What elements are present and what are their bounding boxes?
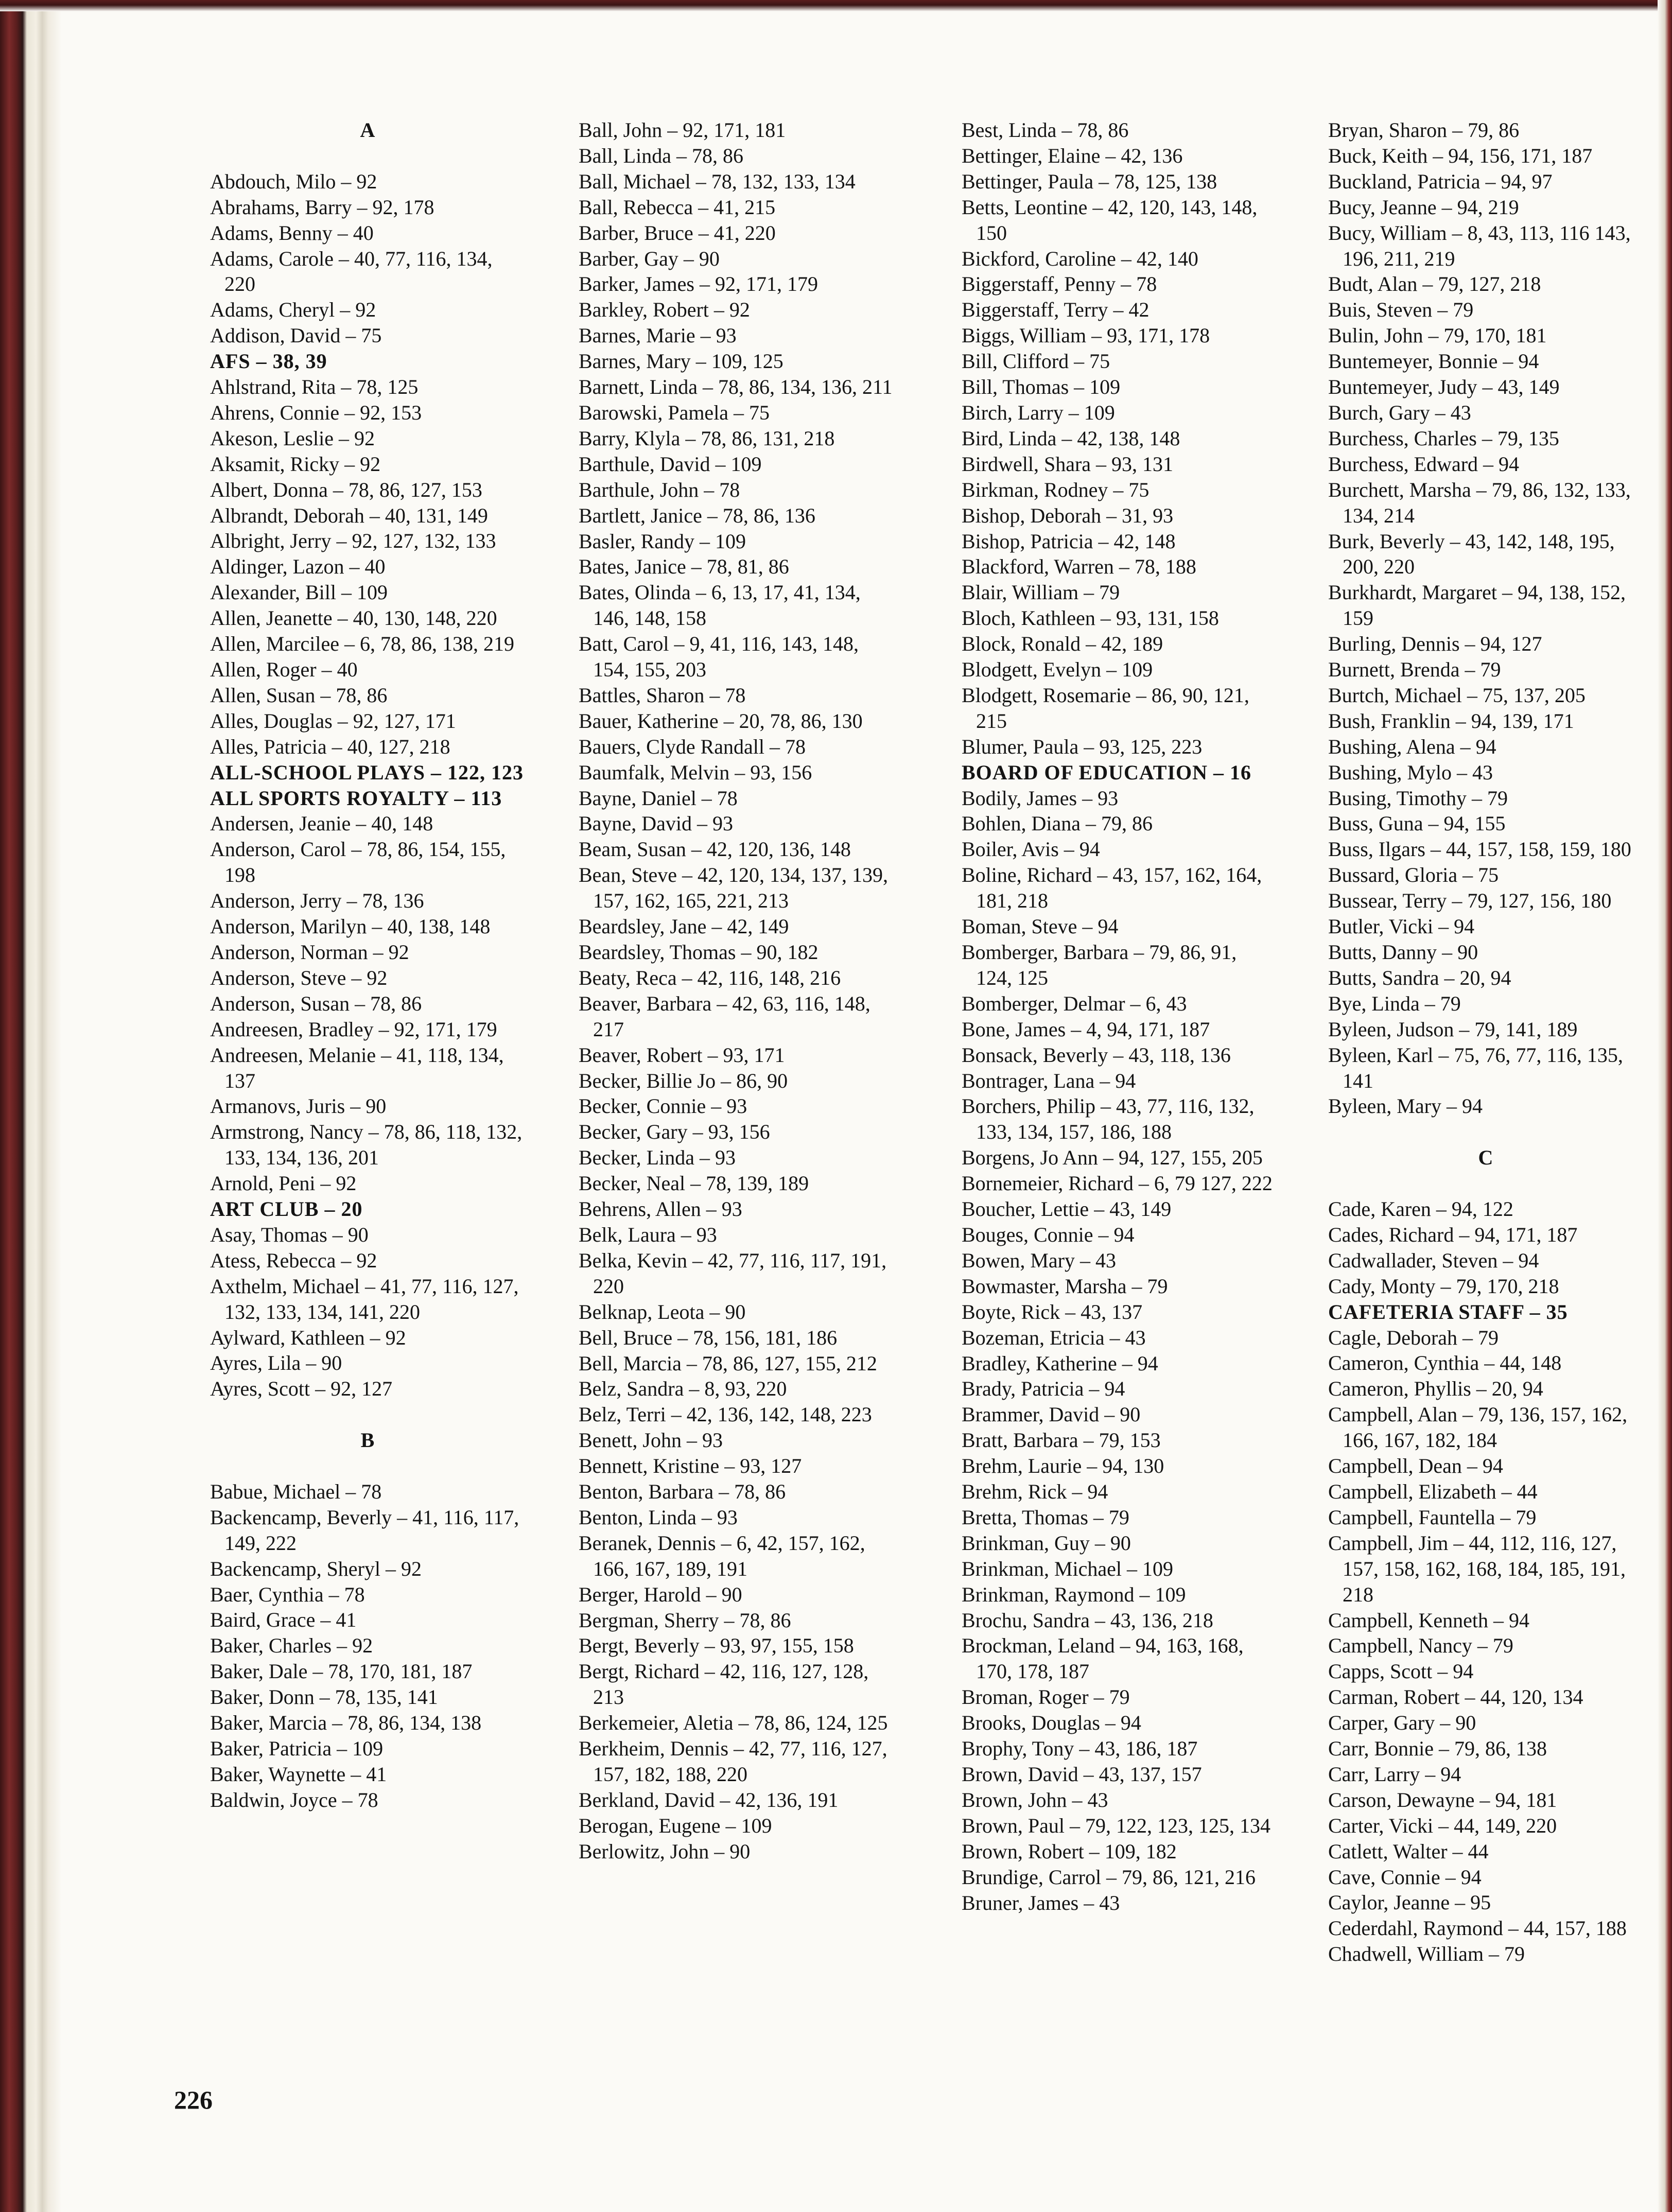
index-entry: Bauer, Katherine – 20, 78, 86, 130	[579, 709, 863, 733]
index-entry: Arnold, Peni – 92	[210, 1172, 357, 1195]
index-entry: Bratt, Barbara – 79, 153	[962, 1429, 1161, 1452]
index-entry: Axthelm, Michael – 41, 77, 116, 127, 132, 133, 134, 141, 220	[210, 1274, 519, 1323]
index-entry: Brochu, Sandra – 43, 136, 218	[962, 1608, 1213, 1632]
index-column-1	[210, 117, 525, 1813]
index-entry: Brundige, Carrol – 79, 86, 121, 216	[962, 1865, 1256, 1889]
index-entry: Bryan, Sharon – 79, 86	[1328, 118, 1520, 142]
index-entry: Busing, Timothy – 79	[1328, 786, 1508, 810]
index-entry: Ahlstrand, Rita – 78, 125	[210, 375, 419, 399]
index-entry: Brehm, Rick – 94	[962, 1480, 1108, 1504]
index-entry: Berogan, Eugene – 109	[579, 1814, 772, 1837]
index-entry: Bishop, Deborah – 31, 93	[962, 503, 1174, 527]
index-entry: Behrens, Allen – 93	[579, 1197, 742, 1221]
index-entry: Campbell, Fauntella – 79	[1328, 1505, 1537, 1529]
index-entry: Abdouch, Milo – 92	[210, 169, 377, 193]
index-entry: Blodgett, Evelyn – 109	[962, 658, 1153, 682]
index-entry: Brinkman, Raymond – 109	[962, 1582, 1186, 1606]
index-entry: Barry, Klyla – 78, 86, 131, 218	[579, 426, 835, 450]
index-entry: Basler, Randy – 109	[579, 529, 746, 553]
index-entry: Adams, Carole – 40, 77, 116, 134, 220	[210, 247, 493, 296]
index-entry: Anderson, Susan – 78, 86	[210, 991, 422, 1015]
index-entry: Aldinger, Lazon – 40	[210, 555, 386, 579]
index-entry: Brooks, Douglas – 94	[962, 1711, 1141, 1735]
index-entry: Alles, Douglas – 92, 127, 171	[210, 709, 456, 733]
index-entry: Andreesen, Bradley – 92, 171, 179	[210, 1017, 497, 1041]
index-entry: Bell, Marcia – 78, 86, 127, 155, 212	[579, 1351, 877, 1375]
index-entry: Bomberger, Barbara – 79, 86, 91, 124, 125	[962, 940, 1237, 989]
index-entry: Burkhardt, Margaret – 94, 138, 152, 159	[1328, 581, 1626, 630]
index-entry: Bucy, William – 8, 43, 113, 116 143, 196, 211, 219	[1328, 221, 1631, 270]
index-entry: Berger, Harold – 90	[579, 1582, 742, 1606]
index-entry: Bennett, Kristine – 93, 127	[579, 1454, 802, 1478]
spacer	[1328, 1119, 1643, 1145]
index-entry: Anderson, Jerry – 78, 136	[210, 889, 424, 913]
index-entry: Anderson, Steve – 92	[210, 966, 388, 989]
index-entry: Armstrong, Nancy – 78, 86, 118, 132, 133, 134, 136, 201	[210, 1120, 522, 1170]
index-entry: Campbell, Jim – 44, 112, 116, 127, 157, 158, 162, 168, 184, 185, 191, 218	[1328, 1531, 1626, 1606]
index-entry: Birkman, Rodney – 75	[962, 478, 1150, 501]
index-entry: Baird, Grace – 41	[210, 1608, 357, 1632]
index-column-3	[962, 117, 1277, 1915]
index-entry: Benton, Barbara – 78, 86	[579, 1480, 786, 1504]
index-entry: Becker, Billie Jo – 86, 90	[579, 1069, 788, 1092]
index-entry: Burnett, Brenda – 79	[1328, 658, 1501, 682]
index-entry: Belz, Terri – 42, 136, 142, 148, 223	[579, 1403, 872, 1426]
index-entry: Allen, Roger – 40	[210, 658, 358, 681]
index-entry: Beam, Susan – 42, 120, 136, 148	[579, 838, 851, 861]
index-entry: Beardsley, Jane – 42, 149	[579, 915, 789, 938]
index-entry: Bergt, Beverly – 93, 97, 155, 158	[579, 1634, 854, 1658]
index-entry: Bye, Linda – 79	[1328, 991, 1461, 1015]
index-entry: Bussard, Gloria – 75	[1328, 863, 1499, 887]
index-entry: Bauers, Clyde Randall – 78	[579, 735, 806, 758]
index-entry: Byleen, Mary – 94	[1328, 1094, 1483, 1118]
index-entry: Bone, James – 4, 94, 171, 187	[962, 1017, 1210, 1041]
index-entry: Backencamp, Sheryl – 92	[210, 1557, 422, 1580]
index-entry: Bouges, Connie – 94	[962, 1223, 1135, 1246]
index-entry: Bradley, Katherine – 94	[962, 1351, 1158, 1375]
index-entry: Barthule, John – 78	[579, 478, 740, 501]
index-entry: Buis, Steven – 79	[1328, 298, 1474, 322]
index-entry: Berlowitz, John – 90	[579, 1839, 751, 1863]
index-entry: Atess, Rebecca – 92	[210, 1248, 377, 1272]
index-entry: Burchess, Edward – 94	[1328, 452, 1520, 476]
index-entry: Anderson, Norman – 92	[210, 940, 409, 964]
index-entry: Best, Linda – 78, 86	[962, 118, 1129, 142]
index-entry: Belknap, Leota – 90	[579, 1300, 746, 1323]
index-entry: Becker, Neal – 78, 139, 189	[579, 1172, 809, 1195]
book-binding-left	[0, 0, 62, 2212]
index-section-entry: AFS – 38, 39	[210, 350, 327, 373]
index-entry: Ayres, Lila – 90	[210, 1351, 342, 1375]
index-entry: Baker, Charles – 92	[210, 1634, 373, 1658]
index-entry: Brammer, David – 90	[962, 1403, 1141, 1426]
index-entry: Bontrager, Lana – 94	[962, 1069, 1136, 1092]
index-entry: Byleen, Judson – 79, 141, 189	[1328, 1017, 1578, 1041]
index-entry: Beardsley, Thomas – 90, 182	[579, 940, 818, 964]
index-entry: Cederdahl, Raymond – 44, 157, 188	[1328, 1917, 1627, 1940]
index-entry: Bonsack, Beverly – 43, 118, 136	[962, 1043, 1231, 1067]
index-entry: Adams, Cheryl – 92	[210, 298, 376, 322]
index-entry: Brehm, Laurie – 94, 130	[962, 1454, 1164, 1478]
book-edge-right	[1658, 0, 1672, 2212]
index-entry: Aylward, Kathleen – 92	[210, 1326, 406, 1349]
index-entry: Alles, Patricia – 40, 127, 218	[210, 735, 450, 758]
index-entry: Baker, Donn – 78, 135, 141	[210, 1685, 438, 1709]
index-entry: Babue, Michael – 78	[210, 1479, 382, 1503]
index-entry: Ball, Michael – 78, 132, 133, 134	[579, 169, 856, 193]
index-entry: Biggerstaff, Terry – 42	[962, 298, 1150, 322]
index-entry: Albrandt, Deborah – 40, 131, 149	[210, 503, 488, 527]
index-entry: Barowski, Pamela – 75	[579, 400, 770, 424]
index-entry: Buntemeyer, Bonnie – 94	[1328, 350, 1539, 373]
index-entry: Bushing, Mylo – 43	[1328, 760, 1493, 784]
index-entry: Butts, Danny – 90	[1328, 940, 1478, 964]
index-entry: Barber, Bruce – 41, 220	[579, 221, 776, 245]
index-entry: Belk, Laura – 93	[579, 1223, 717, 1246]
index-entry: Bretta, Thomas – 79	[962, 1505, 1129, 1529]
index-section-entry: ART CLUB – 20	[210, 1197, 363, 1221]
index-entry: Beaty, Reca – 42, 116, 148, 216	[579, 966, 841, 989]
index-entry: Boucher, Lettie – 43, 149	[962, 1197, 1172, 1221]
index-entry: Baer, Cynthia – 78	[210, 1582, 365, 1606]
index-entry: Buckland, Patricia – 94, 97	[1328, 169, 1553, 193]
index-entry: Becker, Connie – 93	[579, 1094, 747, 1118]
index-entry: Bergt, Richard – 42, 116, 127, 128, 213	[579, 1660, 869, 1709]
index-section-entry: BOARD OF EDUCATION – 16	[962, 760, 1252, 784]
spacer	[1328, 1171, 1643, 1196]
index-entry: Campbell, Dean – 94	[1328, 1454, 1503, 1478]
index-entry: Beranek, Dennis – 6, 42, 157, 162, 166, 167, 189, 191	[579, 1531, 865, 1580]
index-entry: Asay, Thomas – 90	[210, 1223, 369, 1246]
index-entry: Boline, Richard – 43, 157, 162, 164, 181, 218	[962, 863, 1262, 913]
spacer	[210, 143, 525, 169]
index-entry: Ahrens, Connie – 92, 153	[210, 400, 422, 424]
index-entry: Carr, Larry – 94	[1328, 1762, 1461, 1786]
index-entry: Bill, Clifford – 75	[962, 350, 1110, 373]
index-entry: Budt, Alan – 79, 127, 218	[1328, 272, 1541, 296]
index-entry: Bettinger, Paula – 78, 125, 138	[962, 169, 1217, 193]
index-entry: Buck, Keith – 94, 156, 171, 187	[1328, 144, 1593, 167]
index-entry: Campbell, Alan – 79, 136, 157, 162, 166, 167, 182, 184	[1328, 1403, 1628, 1452]
index-entry: Buntemeyer, Judy – 43, 149	[1328, 375, 1560, 399]
index-entry: Cagle, Deborah – 79	[1328, 1326, 1499, 1349]
index-entry: Berkland, David – 42, 136, 191	[579, 1788, 839, 1812]
index-entry: Biggerstaff, Penny – 78	[962, 272, 1157, 296]
index-entry: Bomberger, Delmar – 6, 43	[962, 991, 1187, 1015]
index-entry: Cameron, Phyllis – 20, 94	[1328, 1377, 1543, 1401]
index-section-entry: ALL SPORTS ROYALTY – 113	[210, 786, 502, 810]
index-entry: Carr, Bonnie – 79, 86, 138	[1328, 1737, 1547, 1761]
index-entry: Anderson, Carol – 78, 86, 154, 155, 198	[210, 838, 506, 887]
page-number: 226	[174, 2085, 213, 2114]
index-entry: Cadwallader, Steven – 94	[1328, 1248, 1539, 1272]
section-letter-heading: C	[1478, 1146, 1493, 1170]
index-entry: Bodily, James – 93	[962, 786, 1119, 810]
index-entry: Bean, Steve – 42, 120, 134, 137, 139, 157, 162, 165, 221, 213	[579, 863, 889, 913]
index-entry: Ball, Rebecca – 41, 215	[579, 195, 776, 219]
index-entry: Bowmaster, Marsha – 79	[962, 1274, 1168, 1298]
index-entry: Campbell, Elizabeth – 44	[1328, 1479, 1538, 1503]
index-entry: Burling, Dennis – 94, 127	[1328, 632, 1542, 656]
index-entry: Boyte, Rick – 43, 137	[962, 1300, 1143, 1323]
index-section-entry: ALL-SCHOOL PLAYS – 122, 123	[210, 760, 524, 784]
index-entry: Carter, Vicki – 44, 149, 220	[1328, 1814, 1557, 1837]
index-entry: Brown, David – 43, 137, 157	[962, 1763, 1202, 1786]
index-entry: Becker, Linda – 93	[579, 1146, 736, 1170]
index-entry: Cades, Richard – 94, 171, 187	[1328, 1223, 1578, 1246]
index-entry: Bucy, Jeanne – 94, 219	[1328, 195, 1519, 219]
index-entry: Boiler, Avis – 94	[962, 838, 1100, 861]
index-entry: Anderson, Marilyn – 40, 138, 148	[210, 915, 491, 938]
index-entry: Beaver, Robert – 93, 171	[579, 1043, 785, 1067]
index-entry: Armanovs, Juris – 90	[210, 1094, 387, 1118]
index-entry: Bulin, John – 79, 170, 181	[1328, 324, 1547, 347]
index-entry: Bickford, Caroline – 42, 140	[962, 247, 1198, 270]
index-entry: Baumfalk, Melvin – 93, 156	[579, 760, 812, 784]
index-entry: Burchess, Charles – 79, 135	[1328, 426, 1559, 450]
index-entry: Byleen, Karl – 75, 76, 77, 116, 135, 141	[1328, 1043, 1623, 1092]
index-entry: Battles, Sharon – 78	[579, 683, 746, 707]
index-entry: Brown, John – 43	[962, 1788, 1108, 1812]
index-column-4	[1328, 117, 1643, 1967]
index-entry: Cade, Karen – 94, 122	[1328, 1197, 1513, 1221]
index-entry: Bartlett, Janice – 78, 86, 136	[579, 503, 815, 527]
index-entry: Bozeman, Etricia – 43	[962, 1326, 1146, 1349]
index-entry: Bettinger, Elaine – 42, 136	[962, 144, 1183, 167]
index-entry: Baker, Patricia – 109	[210, 1737, 384, 1761]
index-entry: Brady, Patricia – 94	[962, 1377, 1125, 1401]
index-entry: Bohlen, Diana – 79, 86	[962, 812, 1153, 835]
index-entry: Bell, Bruce – 78, 156, 181, 186	[579, 1326, 838, 1349]
index-entry: Block, Ronald – 42, 189	[962, 632, 1163, 656]
index-entry: Campbell, Kenneth – 94	[1328, 1608, 1530, 1632]
index-entry: Cady, Monty – 79, 170, 218	[1328, 1274, 1559, 1298]
index-entry: Becker, Gary – 93, 156	[579, 1120, 770, 1144]
index-entry: Caylor, Jeanne – 95	[1328, 1891, 1491, 1914]
index-entry: Borchers, Philip – 43, 77, 116, 132, 133, 134, 157, 186, 188	[962, 1094, 1255, 1144]
index-entry: Bishop, Patricia – 42, 148	[962, 529, 1176, 553]
section-letter-heading: B	[360, 1429, 375, 1452]
index-entry: Butts, Sandra – 20, 94	[1328, 966, 1511, 989]
index-entry: Barnes, Mary – 109, 125	[579, 350, 783, 373]
index-entry: Cave, Connie – 94	[1328, 1865, 1482, 1889]
index-entry: Aksamit, Ricky – 92	[210, 452, 381, 476]
index-entry: Belz, Sandra – 8, 93, 220	[579, 1377, 787, 1401]
index-entry: Bird, Linda – 42, 138, 148	[962, 426, 1180, 450]
index-column-2	[579, 117, 894, 1865]
index-entry: Bruner, James – 43	[962, 1891, 1120, 1914]
index-entry: Boman, Steve – 94	[962, 915, 1119, 938]
index-entry: Bayne, Daniel – 78	[579, 786, 738, 810]
index-entry: Bayne, David – 93	[579, 812, 733, 835]
index-entry: Ayres, Scott – 92, 127	[210, 1377, 393, 1401]
index-entry: Berkheim, Dennis – 42, 77, 116, 127, 157, 182, 188, 220	[579, 1737, 887, 1786]
index-entry: Bates, Olinda – 6, 13, 17, 41, 134, 146, 148, 158	[579, 581, 861, 630]
index-entry: Benton, Linda – 93	[579, 1505, 738, 1529]
section-letter-heading: A	[360, 118, 375, 142]
spacer	[210, 1402, 525, 1427]
index-entry: Albert, Donna – 78, 86, 127, 153	[210, 478, 482, 501]
index-entry: Buss, Guna – 94, 155	[1328, 812, 1506, 835]
index-entry: Akeson, Leslie – 92	[210, 426, 375, 450]
index-entry: Baker, Waynette – 41	[210, 1762, 387, 1786]
index-entry: Belka, Kevin – 42, 77, 116, 117, 191, 220	[579, 1248, 887, 1298]
index-entry: Barber, Gay – 90	[579, 247, 720, 270]
index-entry: Brinkman, Guy – 90	[962, 1531, 1131, 1555]
index-entry: Blair, William – 79	[962, 581, 1120, 604]
index-entry: Betts, Leontine – 42, 120, 143, 148, 150	[962, 195, 1258, 245]
index-entry: Buss, Ilgars – 44, 157, 158, 159, 180	[1328, 838, 1631, 861]
index-entry: Barnett, Linda – 78, 86, 134, 136, 211	[579, 375, 893, 399]
index-entry: Addison, David – 75	[210, 324, 382, 347]
index-entry: Ball, John – 92, 171, 181	[579, 118, 786, 142]
index-entry: Albright, Jerry – 92, 127, 132, 133	[210, 529, 496, 553]
index-entry: Blackford, Warren – 78, 188	[962, 555, 1196, 579]
index-entry: Berkemeier, Aletia – 78, 86, 124, 125	[579, 1711, 888, 1735]
index-entry: Beaver, Barbara – 42, 63, 116, 148, 217	[579, 991, 870, 1041]
index-entry: Cameron, Cynthia – 44, 148	[1328, 1351, 1562, 1375]
index-entry: Brown, Paul – 79, 122, 123, 125, 134	[962, 1814, 1270, 1837]
index-entry: Blodgett, Rosemarie – 86, 90, 121, 215	[962, 683, 1249, 733]
index-entry: Blumer, Paula – 93, 125, 223	[962, 735, 1203, 758]
index-entry: Adams, Benny – 40	[210, 221, 374, 245]
index-entry: Carman, Robert – 44, 120, 134	[1328, 1685, 1583, 1709]
index-entry: Butler, Vicki – 94	[1328, 915, 1475, 938]
index-entry: Allen, Marcilee – 6, 78, 86, 138, 219	[210, 632, 514, 656]
index-entry: Capps, Scott – 94	[1328, 1660, 1474, 1683]
index-entry: Borgens, Jo Ann – 94, 127, 155, 205	[962, 1146, 1263, 1170]
index-entry: Birdwell, Shara – 93, 131	[962, 452, 1174, 476]
index-entry: Bates, Janice – 78, 81, 86	[579, 555, 789, 579]
index-entry: Baldwin, Joyce – 78	[210, 1788, 378, 1812]
index-entry: Andreesen, Melanie – 41, 118, 134, 137	[210, 1043, 504, 1092]
index-entry: Bussear, Terry – 79, 127, 156, 180	[1328, 889, 1612, 913]
index-entry: Baker, Dale – 78, 170, 181, 187	[210, 1660, 473, 1683]
index-entry: Brinkman, Michael – 109	[962, 1557, 1174, 1580]
index-entry: Bornemeier, Richard – 6, 79 127, 222	[962, 1172, 1273, 1195]
index-entry: Burtch, Michael – 75, 137, 205	[1328, 683, 1586, 707]
book-edge-top	[0, 0, 1672, 11]
index-entry: Ball, Linda – 78, 86	[579, 144, 743, 167]
index-entry: Carper, Gary – 90	[1328, 1711, 1476, 1735]
index-entry: Burk, Beverly – 43, 142, 148, 195, 200, 220	[1328, 529, 1615, 579]
index-entry: Alexander, Bill – 109	[210, 581, 388, 604]
index-entry: Bergman, Sherry – 78, 86	[579, 1608, 791, 1632]
index-entry: Bill, Thomas – 109	[962, 375, 1121, 399]
index-entry: Campbell, Nancy – 79	[1328, 1634, 1513, 1658]
index-entry: Birch, Larry – 109	[962, 400, 1115, 424]
index-entry: Broman, Roger – 79	[962, 1685, 1130, 1709]
index-entry: Chadwell, William – 79	[1328, 1942, 1525, 1966]
index-entry: Backencamp, Beverly – 41, 116, 117, 149, 222	[210, 1505, 519, 1555]
index-entry: Catlett, Walter – 44	[1328, 1839, 1489, 1863]
index-entry: Bloch, Kathleen – 93, 131, 158	[962, 606, 1219, 630]
index-entry: Bowen, Mary – 43	[962, 1248, 1116, 1272]
index-entry: Bushing, Alena – 94	[1328, 735, 1496, 758]
index-entry: Barker, James – 92, 171, 179	[579, 272, 818, 296]
index-entry: Barkley, Robert – 92	[579, 298, 750, 322]
index-entry: Biggs, William – 93, 171, 178	[962, 324, 1210, 347]
index-entry: Brown, Robert – 109, 182	[962, 1839, 1177, 1863]
index-entry: Brockman, Leland – 94, 163, 168, 170, 178, 187	[962, 1634, 1244, 1683]
index-entry: Barnes, Marie – 93	[579, 324, 737, 347]
index-entry: Burchett, Marsha – 79, 86, 132, 133, 134, 214	[1328, 478, 1631, 527]
index-entry: Andersen, Jeanie – 40, 148	[210, 812, 433, 835]
index-entry: Burch, Gary – 43	[1328, 400, 1471, 424]
index-entry: Allen, Jeanette – 40, 130, 148, 220	[210, 606, 497, 630]
index-entry: Benett, John – 93	[579, 1429, 723, 1452]
index-entry: Carson, Dewayne – 94, 181	[1328, 1788, 1557, 1812]
index-entry: Bush, Franklin – 94, 139, 171	[1328, 709, 1574, 733]
index-entry: Abrahams, Barry – 92, 178	[210, 195, 434, 219]
spacer	[210, 1453, 525, 1479]
index-entry: Allen, Susan – 78, 86	[210, 683, 388, 707]
index-entry: Barthule, David – 109	[579, 452, 762, 476]
index-entry: Baker, Marcia – 78, 86, 134, 138	[210, 1711, 482, 1735]
index-section-entry: CAFETERIA STAFF – 35	[1328, 1300, 1568, 1323]
index-entry: Batt, Carol – 9, 41, 116, 143, 148, 154, 155, 203	[579, 632, 859, 682]
index-entry: Brophy, Tony – 43, 186, 187	[962, 1737, 1198, 1761]
